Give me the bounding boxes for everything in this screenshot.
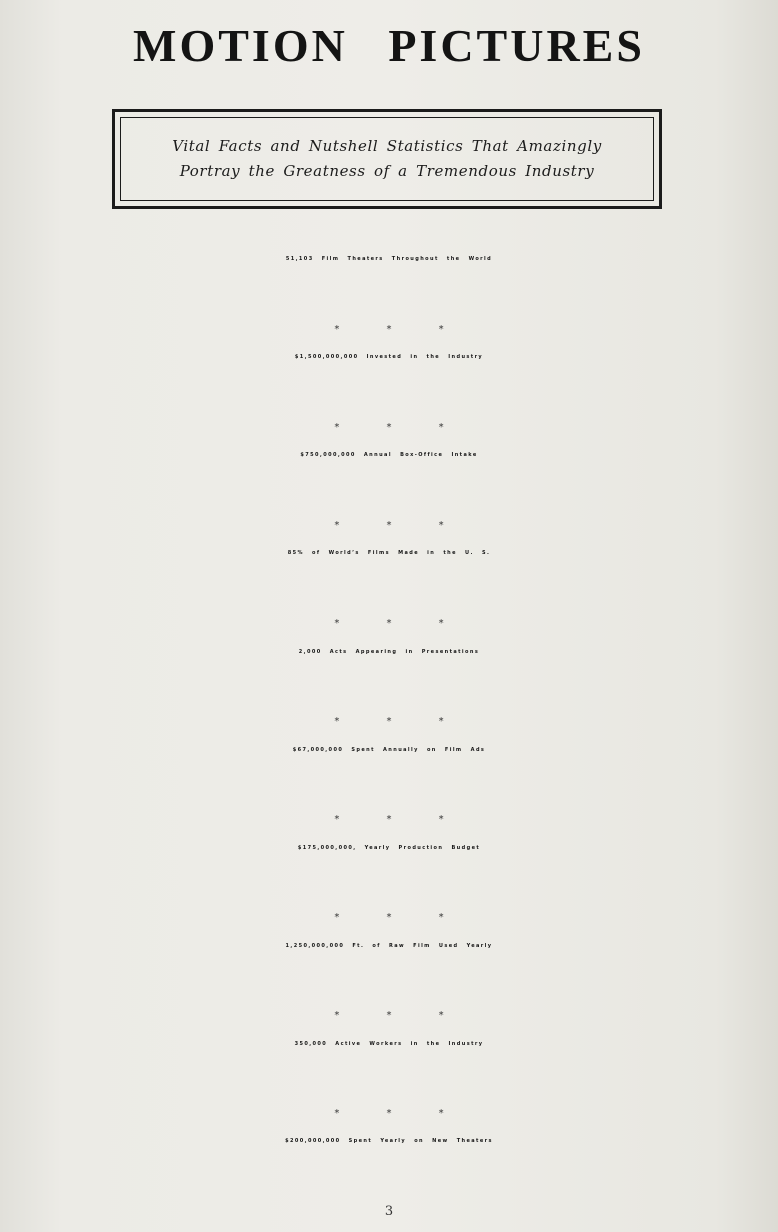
fact-detail-line	[10, 391, 768, 405]
fact-headline: $1,500,000,000 Invested in the Industry	[294, 354, 484, 360]
separator: * * *	[334, 324, 444, 335]
fact-headline: $175,000,000, Yearly Production Budget	[297, 845, 481, 851]
intro-box-inner	[120, 117, 654, 201]
fact-block	[10, 1028, 768, 1092]
separator: * * *	[334, 422, 444, 433]
fact-detail-line	[10, 1078, 768, 1092]
fact-detail-line	[10, 1161, 768, 1175]
page-title: MOTION PICTURES	[133, 20, 645, 71]
fact-detail-line	[10, 1175, 768, 1189]
fact-detail-line	[10, 1064, 768, 1078]
fact-detail-line	[10, 279, 768, 293]
separator: * * *	[334, 618, 444, 629]
separator: * * *	[334, 912, 444, 923]
separator: * * *	[334, 716, 444, 727]
fact-detail-line	[10, 868, 768, 882]
fact-headline: 1,250,000,000 Ft. of Raw Film Used Yearly	[285, 943, 493, 949]
intro-line-2: Portray the Greatness of a Tremendous Industry	[179, 162, 595, 180]
fact-headline: $750,000,000 Annual Box-Office Intake	[300, 452, 478, 458]
fact-headline: 85% of World’s Films Made in the U. S.	[287, 550, 491, 556]
separator: * * *	[334, 814, 444, 825]
fact-detail-line	[10, 475, 768, 489]
separator: * * *	[334, 520, 444, 531]
fact-block	[10, 636, 768, 700]
fact-detail-line	[10, 966, 768, 980]
fact-detail-line	[10, 489, 768, 503]
separator: * * *	[334, 1010, 444, 1021]
intro-box	[112, 109, 662, 209]
fact-headline: $67,000,000 Spent Annually on Film Ads	[292, 747, 486, 753]
page-number: 3	[384, 1204, 394, 1219]
fact-detail-line	[10, 882, 768, 896]
fact-block	[10, 537, 768, 601]
fact-headline: 51,103 Film Theaters Throughout the World	[285, 256, 493, 262]
fact-detail-line	[10, 770, 768, 784]
separator: * * *	[334, 1108, 444, 1119]
fact-block	[10, 243, 768, 307]
fact-headline: $200,000,000 Spent Yearly on New Theaters	[285, 1138, 493, 1144]
intro-line-1: Vital Facts and Nutshell Statistics That Amazingly	[172, 137, 602, 155]
fact-detail-line	[10, 573, 768, 587]
fact-block	[10, 734, 768, 798]
fact-detail-line	[10, 980, 768, 994]
fact-detail-line	[10, 293, 768, 307]
fact-detail-line	[10, 377, 768, 391]
fact-block	[10, 439, 768, 503]
fact-block	[10, 1125, 768, 1189]
fact-detail-line	[10, 587, 768, 601]
fact-block	[10, 832, 768, 896]
fact-headline: 350,000 Active Workers in the Industry	[294, 1041, 484, 1047]
fact-block	[10, 930, 768, 994]
fact-detail-line	[10, 672, 768, 686]
fact-detail-line	[10, 686, 768, 700]
fact-headline: 2,000 Acts Appearing in Presentations	[298, 649, 480, 655]
fact-block	[10, 341, 768, 405]
fact-detail-line	[10, 784, 768, 798]
